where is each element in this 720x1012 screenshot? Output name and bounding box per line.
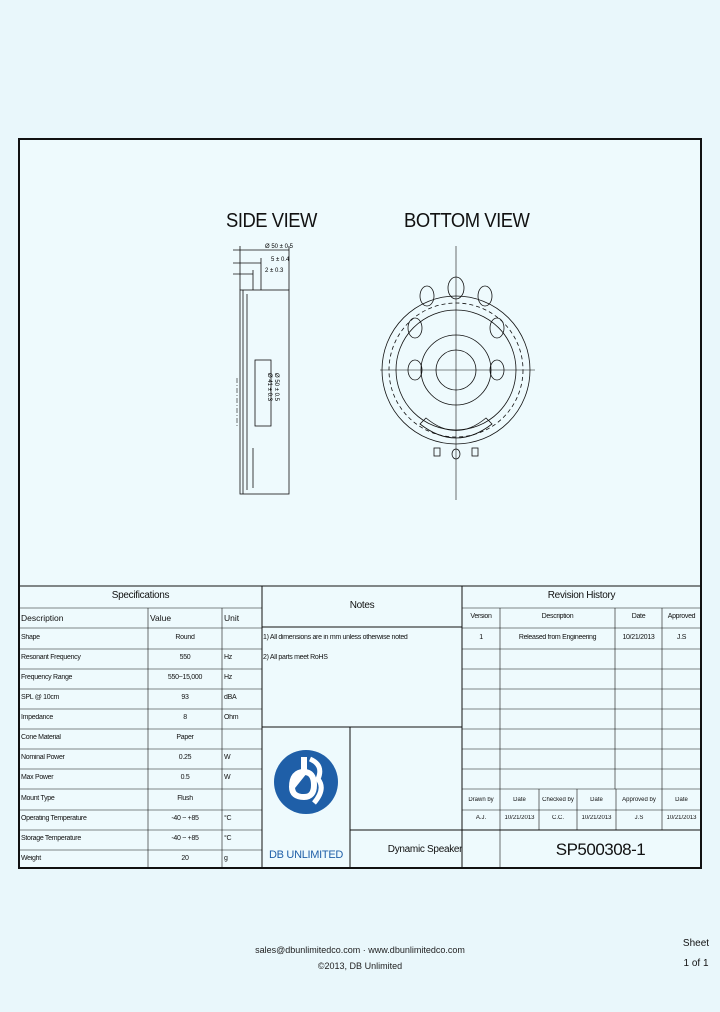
spec-value: -40 ~ +85 [171,835,199,842]
spec-unit: Hz [224,654,232,661]
spec-desc: Weight [21,855,41,862]
spec-header-description: Description [21,613,64,623]
logo [262,727,350,869]
note-item: 1) All dimensions are in mm unless otherwise noted [263,634,408,641]
signoff-drawn-date: 10/21/2013 [504,815,535,821]
signoff-checked-date: 10/21/2013 [581,815,612,821]
product-name: Dynamic Speaker [387,844,463,855]
spec-desc: Max Power [21,774,54,781]
notes-title: Notes [349,600,375,611]
rev-date: 10/21/2013 [622,634,655,641]
spec-value: 550~15,000 [167,674,203,681]
spec-value: 93 [181,694,189,701]
spec-desc: Operating Temperature [21,815,87,822]
spec-unit: W [224,774,231,781]
spec-value: Paper [176,734,194,741]
side-view-title: SIDE VIEW [226,210,317,232]
rev-header-description: Description [541,613,574,620]
logo-brand: DB UNLIMITED [268,849,344,861]
spec-value: 8 [183,714,187,721]
side-dim-flange: 2 ± 0.3 [265,268,284,274]
signoff-drawn-by: A.J. [475,815,487,821]
footer-copyright: ©2013, DB Unlimited [317,961,403,971]
spec-value: 550 [179,654,191,661]
rev-description: Released from Engineering [518,634,597,641]
revision-history-title: Revision History [547,590,616,601]
signoff-header-date: Date [513,797,526,803]
spec-value: 0.5 [180,774,190,781]
spec-desc: SPL @ 10cm [21,694,60,701]
part-number: SP500308-1 [555,840,646,859]
spec-desc: Shape [21,634,40,641]
footer-contact: sales@dbunlimitedco.com · www.dbunlimitedco.com [255,945,465,955]
signoff-checked-by: C.C. [552,815,564,821]
signoff-header-approved-by: Approved by [622,797,656,803]
signoff-approved-date: 10/21/2013 [666,815,697,821]
spec-value: 0.25 [178,754,192,761]
spec-unit: Hz [224,674,232,681]
spec-desc: Resonant Frequency [21,654,81,661]
signoff-header-date: Date [590,797,603,803]
spec-value: 20 [181,855,189,862]
spec-desc: Nominal Power [21,754,65,761]
note-item: 2) All parts meet RoHS [263,654,328,661]
spec-desc: Cone Material [21,734,61,741]
spec-header-value: Value [150,613,172,623]
side-dim-frame: Ø 50 ± 0.5 [273,373,279,401]
spec-value: Round [175,634,195,641]
rev-approved: J.S [676,634,687,641]
side-dim-cone: Ø 41 ± 0.3 [266,373,272,401]
rev-header-approved: Approved [667,613,696,620]
signoff-header-checked-by: Checked by [542,797,574,803]
signoff-header-date: Date [675,797,688,803]
spec-unit: °C [224,835,232,842]
sheet-value: 1 of 1 [683,958,709,969]
spec-unit: °C [224,815,232,822]
spec-value: -40 ~ +85 [171,815,199,822]
spec-unit: W [224,754,231,761]
spec-value: Flush [177,795,193,802]
signoff-approved-by: J.S [634,815,644,821]
signoff-header-drawn-by: Drawn by [468,797,494,803]
spec-desc: Impedance [21,714,53,721]
sheet-label: Sheet [682,938,710,949]
spec-unit: g [224,855,228,862]
spec-header-unit: Unit [224,613,240,623]
specifications-title: Specifications [111,590,170,601]
spec-desc: Frequency Range [21,674,73,681]
spec-desc: Storage Temperature [21,835,81,842]
rev-header-version: Version [470,613,492,620]
side-dim-depth: 5 ± 0.4 [271,257,290,263]
side-dim-overall: Ø 50 ± 0.5 [265,244,293,250]
spec-unit: Ohm [224,714,239,721]
bottom-view-title: BOTTOM VIEW [404,210,530,232]
spec-unit: dBA [224,694,237,701]
spec-desc: Mount Type [21,795,55,802]
rev-header-date: Date [631,613,646,620]
rev-version: 1 [479,634,483,641]
